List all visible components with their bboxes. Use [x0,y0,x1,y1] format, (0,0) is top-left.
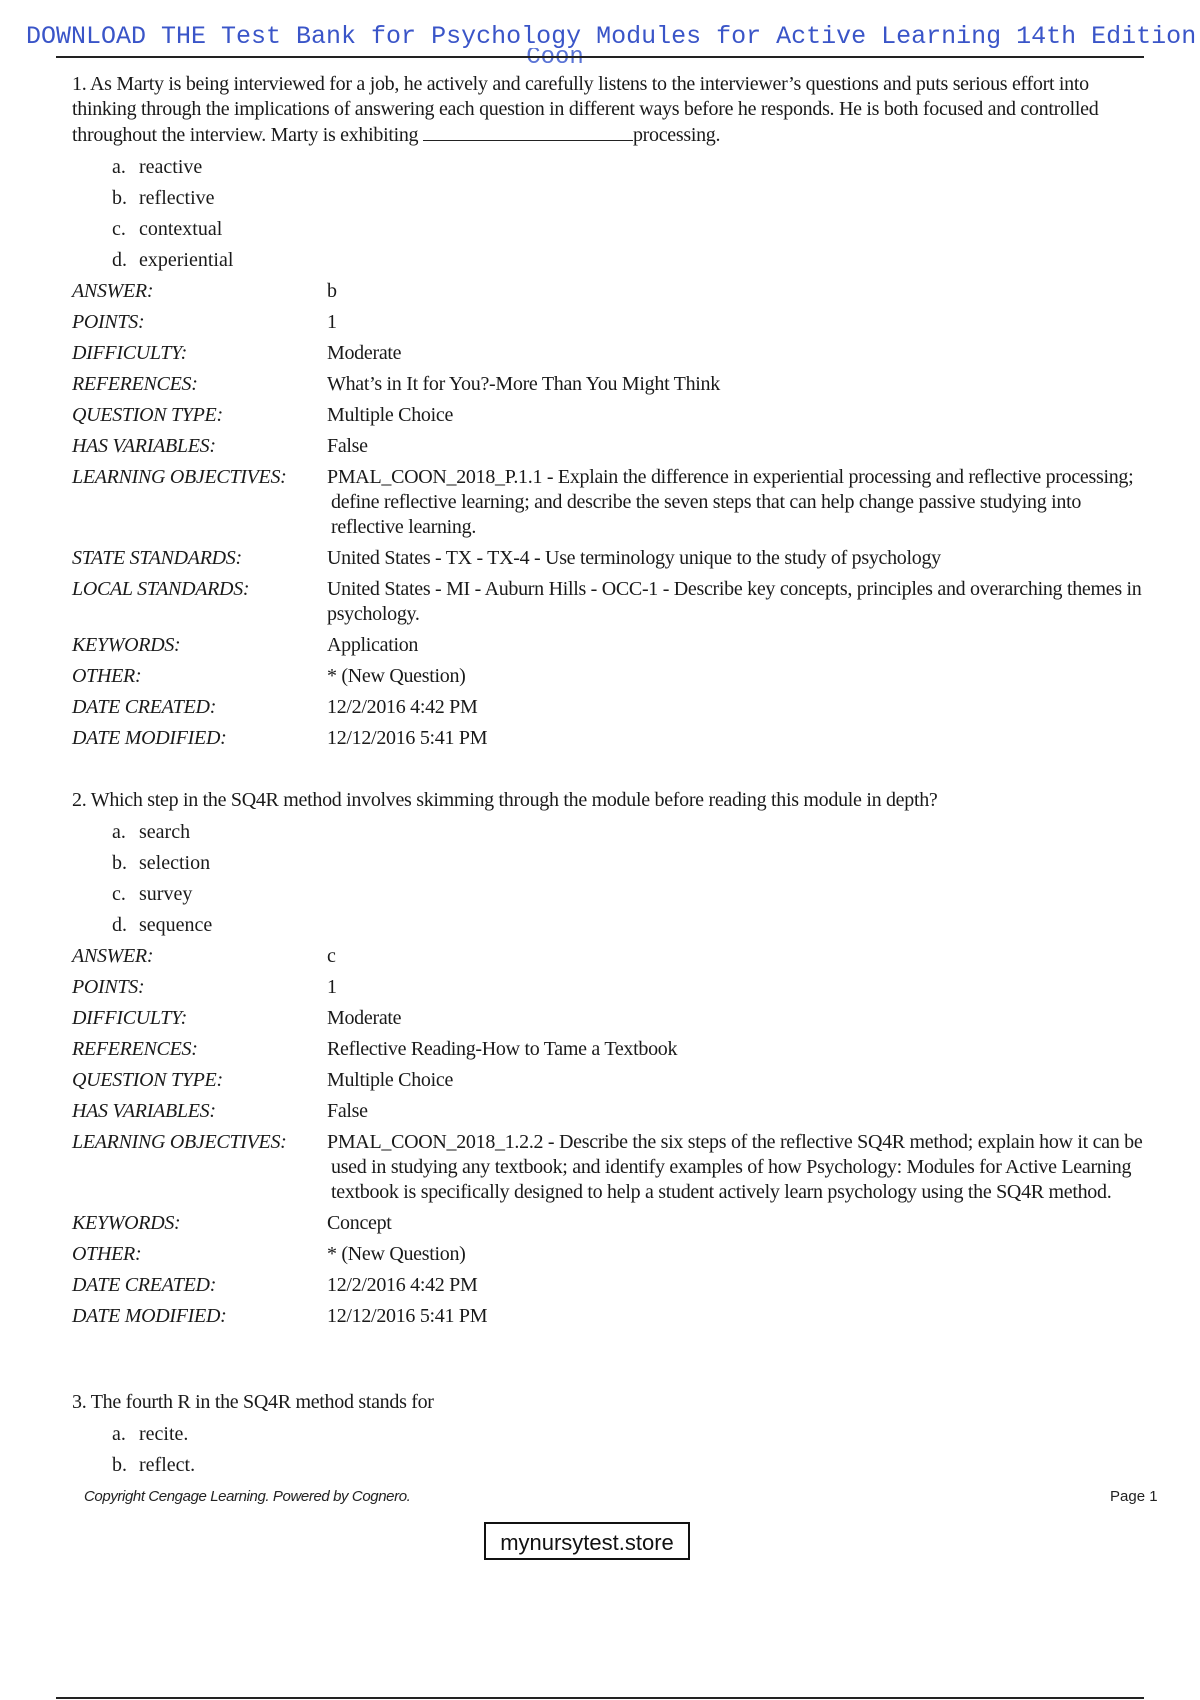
question-number: 2. [72,789,87,811]
question-number: 1. [72,73,87,95]
meta-difficulty: DIFFICULTY: Moderate [72,1007,402,1029]
question-metadata [72,276,1152,754]
meta-answer: ANSWER: b [72,280,337,302]
meta-keywords: KEYWORDS: Application [72,634,419,656]
meta-date-modified: DATE MODIFIED: 12/12/2016 5:41 PM [72,1305,488,1327]
option-d: d. sequence [112,914,213,936]
option-c: c. contextual [112,218,223,240]
option-a: a. search [112,821,191,843]
meta-date-created: DATE CREATED: 12/2/2016 4:42 PM [72,1274,478,1296]
question-stem [72,72,1152,148]
meta-answer: ANSWER: c [72,945,336,967]
meta-has-variables: HAS VARIABLES: False [72,435,368,457]
meta-other: OTHER: * (New Question) [72,665,466,687]
meta-other: OTHER: * (New Question) [72,1243,466,1265]
answer-blank [423,122,633,141]
meta-points: POINTS: 1 [72,976,337,998]
meta-date-modified: DATE MODIFIED: 12/12/2016 5:41 PM [72,727,488,749]
option-d: d. experiential [112,249,234,271]
meta-keywords: KEYWORDS: Concept [72,1212,392,1234]
meta-references: REFERENCES: Reflective Reading-How to Tame a Textbook [72,1038,678,1060]
meta-has-variables: HAS VARIABLES: False [72,1100,368,1122]
option-b: b. selection [112,852,211,874]
page-number: Page 1 [1110,1488,1158,1505]
question-stem [72,788,1152,813]
meta-date-created: DATE CREATED: 12/2/2016 4:42 PM [72,696,478,718]
question-text: Which step in the SQ4R method involves skimming through the module before reading this module in depth? [90,789,938,811]
option-c: c. survey [112,883,193,905]
answer-options [72,1419,1152,1481]
question-3 [72,1390,1152,1481]
option-a: a. recite. [112,1423,189,1445]
header-rule [56,56,1144,58]
meta-points: POINTS: 1 [72,311,337,333]
meta-difficulty: DIFFICULTY: Moderate [72,342,402,364]
question-text: The fourth R in the SQ4R method stands for [90,1391,434,1413]
meta-state-standards: STATE STANDARDS: United States - TX - TX-4 - Use terminology unique to the study of psychology [72,547,941,569]
question-2 [72,788,1152,1332]
meta-learning-objectives: LEARNING OBJECTIVES: PMAL_COON_2018_1.2.2 - Describe the six steps of the reflective SQ4R method; explain how it can be used in studying any textbook; and identify examples of how Psychology: Modules for Active Learning textbook is specifically designed to help a student actively learn psychology using the SQ4R method. [72,1131,1143,1203]
footer-rule [56,1697,1144,1699]
question-1 [72,72,1152,754]
meta-references: REFERENCES: What’s in It for You?-More Than You Might Think [72,373,720,395]
download-banner-title: DOWNLOAD THE Test Bank for Psychology Modules for Active Learning 14th Edition [26,22,1197,51]
question-stem [72,1390,1152,1415]
question-number: 3. [72,1391,87,1413]
meta-local-standards: LOCAL STANDARDS: United States - MI - Auburn Hills - OCC-1 - Describe key concepts, principles and overarching themes in psychology. [72,578,1142,625]
question-metadata [72,941,1152,1332]
download-banner-subtitle: Coon [526,48,584,68]
answer-options [72,817,1152,941]
meta-question-type: QUESTION TYPE: Multiple Choice [72,404,454,426]
site-stamp: mynursytest.store [484,1522,690,1560]
meta-learning-objectives: LEARNING OBJECTIVES: PMAL_COON_2018_P.1.1 - Explain the difference in experiential processing and reflective processing; define reflective learning; and describe the seven steps that can help change passive studying into reflective learning. [72,466,1134,538]
option-a: a. reactive [112,156,203,178]
option-b: b. reflective [112,187,215,209]
question-text-end: processing. [632,124,721,146]
copyright-footer: Copyright Cengage Learning. Powered by Cognero. [84,1488,411,1505]
answer-options [72,152,1152,276]
option-b: b. reflect. [112,1454,196,1476]
question-text: As Marty is being interviewed for a job, he actively and carefully listens to the interviewer’s questions and puts serious effort into thinking through the implications of answering each question in different ways before he responds. He is both focused and controlled throughout the interview. Marty is exhibiting [72,73,1099,146]
meta-question-type: QUESTION TYPE: Multiple Choice [72,1069,454,1091]
